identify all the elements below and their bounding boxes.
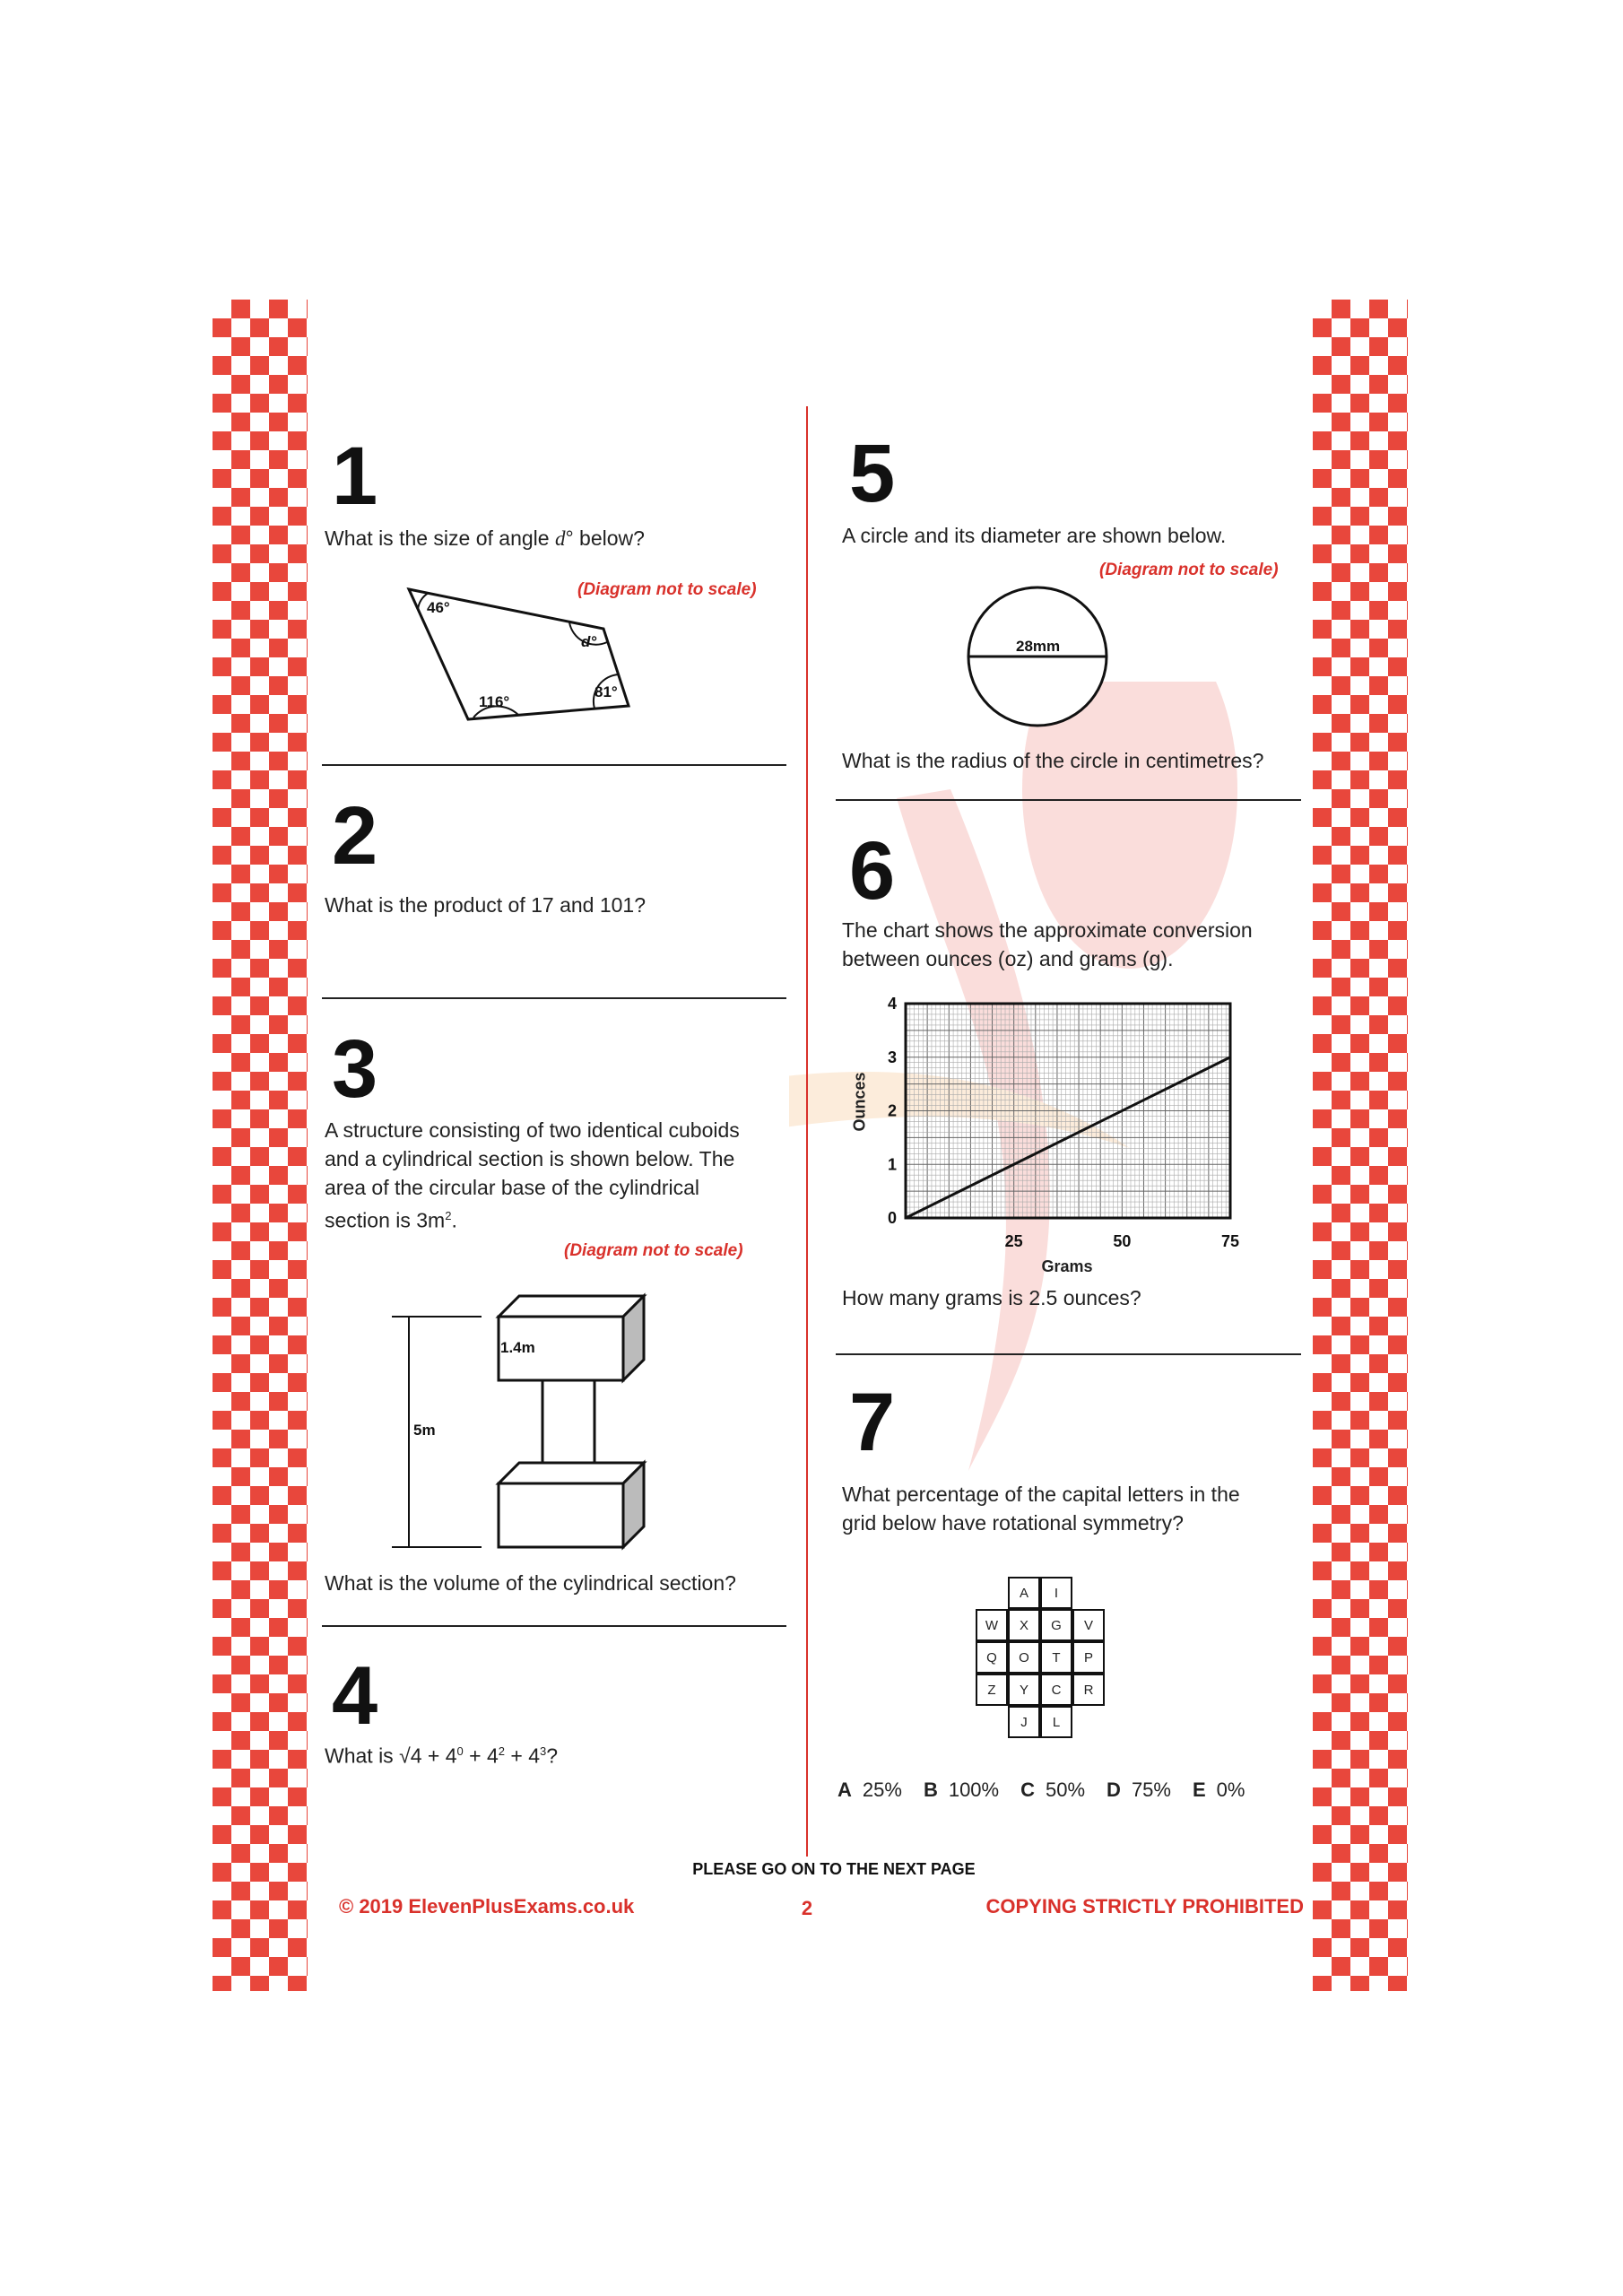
y-tick-label: 0 — [887, 1209, 897, 1227]
x-axis-label: Grams — [1041, 1257, 1093, 1275]
angle-label: 116° — [479, 693, 510, 710]
question-number: 3 — [332, 1023, 378, 1115]
grid-cell: X — [1008, 1609, 1040, 1641]
height-label: 5m — [413, 1422, 436, 1439]
copyright: © 2019 ElevenPlusExams.co.uk — [339, 1895, 635, 1918]
question-number: 6 — [849, 825, 896, 917]
y-axis-label-wrap — [846, 1058, 873, 1148]
grid-cell: Y — [1008, 1674, 1040, 1706]
grid-cell: C — [1040, 1674, 1072, 1706]
question-text: What is $√4 + 4^0 + 4^2 + 4^3$? — [325, 1744, 559, 1768]
question-text: A structure consisting of two identical cuboids and a cylindrical section is shown below. The area of the circular base of the cylindrical section is $3m^2$. — [325, 1118, 740, 1232]
conversion-chart — [843, 987, 1255, 1283]
x-tick-label: 25 — [1004, 1232, 1023, 1250]
grid-cell: R — [1072, 1674, 1105, 1706]
diagram-note: (Diagram not to scale) — [577, 580, 757, 599]
copying-prohibited: COPYING STRICTLY PROHIBITED — [985, 1895, 1304, 1918]
option-d[interactable]: D 75% — [1107, 1779, 1171, 1801]
question-text: What is the radius of the circle in centimetres? — [842, 749, 1264, 772]
option-b[interactable]: B 100% — [923, 1779, 1000, 1801]
circle-diagram — [959, 583, 1121, 735]
option-a[interactable]: A 25% — [838, 1779, 902, 1801]
letter-grid — [976, 1577, 1108, 1740]
grid-cell: L — [1040, 1706, 1072, 1738]
question-number: 4 — [332, 1650, 378, 1742]
question-text: What percentage of the capital letters in the grid below have rotational symmetry? — [842, 1483, 1240, 1535]
grid-cell: W — [976, 1609, 1008, 1641]
grid-cell: J — [1008, 1706, 1040, 1738]
y-tick-label: 1 — [887, 1155, 897, 1174]
diagram-note: (Diagram not to scale) — [564, 1241, 743, 1260]
y-tick-label: 2 — [887, 1101, 897, 1120]
page-number: 2 — [801, 1897, 813, 1919]
question-number: 2 — [332, 790, 378, 882]
angle-label: d° — [581, 633, 597, 650]
option-c[interactable]: C 50% — [1020, 1779, 1086, 1801]
next-page-notice: PLEASE GO ON TO THE NEXT PAGE — [692, 1860, 976, 1878]
question-divider — [322, 1625, 786, 1627]
grid-cell: P — [1072, 1641, 1105, 1674]
question-text: How many grams is 2.5 ounces? — [842, 1286, 1141, 1309]
width-label: 1.4m — [500, 1339, 535, 1356]
question-number: 5 — [849, 428, 896, 519]
y-tick-label: 3 — [887, 1048, 897, 1066]
x-tick-label: 50 — [1113, 1232, 1132, 1250]
question-divider — [836, 799, 1301, 801]
option-e[interactable]: E 0% — [1192, 1779, 1245, 1801]
question-text: The chart shows the approximate conversion between ounces (oz) and grams (g). — [842, 918, 1253, 970]
y-axis-label: Ounces — [850, 1072, 869, 1132]
answer-options — [838, 1779, 1266, 1802]
diameter-label: 28mm — [1016, 638, 1061, 655]
cuboid-structure-diagram — [0, 0, 807, 1614]
question-number: 7 — [849, 1377, 896, 1468]
angle-label: 46° — [427, 599, 450, 616]
y-tick-label: 4 — [887, 995, 897, 1013]
question-text: What is the volume of the cylindrical section? — [325, 1571, 736, 1595]
angle-label: 81° — [595, 683, 618, 700]
question-text: A circle and its diameter are shown below. — [842, 524, 1227, 547]
question-text: What is the size of angle d° below? — [325, 526, 645, 550]
x-tick-label: 75 — [1220, 1232, 1240, 1250]
grid-cell: G — [1040, 1609, 1072, 1641]
diagram-note: (Diagram not to scale) — [1099, 561, 1279, 579]
grid-cell: O — [1008, 1641, 1040, 1674]
grid-cell: V — [1072, 1609, 1105, 1641]
question-text: What is the product of 17 and 101? — [325, 893, 647, 917]
question-number: 1 — [332, 430, 378, 522]
grid-cell: Z — [976, 1674, 1008, 1706]
grid-cell: T — [1040, 1641, 1072, 1674]
grid-cell: A — [1008, 1577, 1040, 1609]
question-divider — [836, 1353, 1301, 1355]
grid-cell: Q — [976, 1641, 1008, 1674]
grid-cell: I — [1040, 1577, 1072, 1609]
